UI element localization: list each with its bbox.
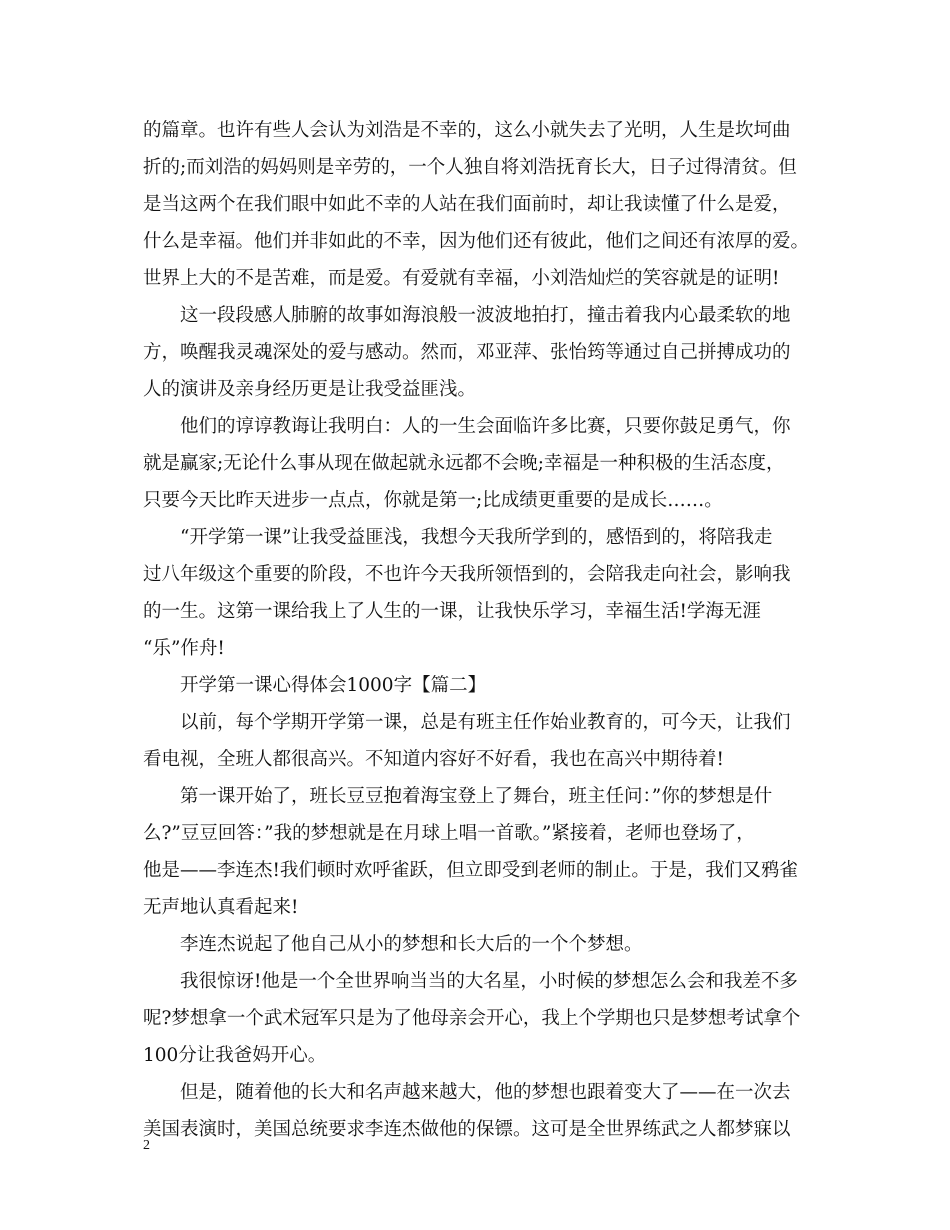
- text-line: 开学第一课心得体会1000字【篇二】: [180, 675, 487, 696]
- document-body: [143, 112, 823, 1148]
- text-line: 他是——李连杰!我们顿时欢呼雀跃，但立即受到老师的制止。于是，我们又鸦雀: [143, 860, 798, 881]
- text-line: 的篇章。也许有些人会认为刘浩是不幸的，这么小就失去了光明，人生是坎坷曲: [143, 120, 791, 141]
- text-line: 但是，随着他的长大和名声越来越大，他的梦想也跟着变大了——在一次去: [180, 1082, 791, 1103]
- text-line: 什么是幸福。他们并非如此的不幸，因为他们还有彼此，他们之间还有浓厚的爱。: [143, 231, 810, 252]
- text-line: 他们的谆谆教诲让我明白：人的一生会面临许多比赛，只要你鼓足勇气，你: [180, 416, 791, 437]
- text-line: 方，唤醒我灵魂深处的爱与感动。然而，邓亚萍、张怡筠等通过自己拼搏成功的: [143, 342, 791, 363]
- text-line: “开学第一课”让我受益匪浅，我想今天我所学到的，感悟到的，将陪我走: [180, 527, 773, 548]
- text-line: 李连杰说起了他自己从小的梦想和长大后的一个个梦想。: [180, 934, 643, 955]
- text-line: “乐”作舟!: [143, 638, 225, 659]
- text-line: 以前，每个学期开学第一课，总是有班主任作始业教育的，可今天，让我们: [180, 712, 791, 733]
- text-line: 是当这两个在我们眼中如此不幸的人站在我们面前时，却让我读懂了什么是爱，: [143, 194, 791, 215]
- text-line: 第一课开始了，班长豆豆抱着海宝登上了舞台，班主任问：”你的梦想是什: [180, 786, 773, 807]
- page-number: 2: [143, 1138, 150, 1153]
- text-line: 么?”豆豆回答：”我的梦想就是在月球上唱一首歌。”紧接着，老师也登场了，: [143, 823, 755, 844]
- text-line: 无声地认真看起来!: [143, 897, 299, 918]
- text-line: 100分让我爸妈开心。: [143, 1045, 327, 1066]
- text-line: 就是赢家;无论什么事从现在做起就永远都不会晚;幸福是一种积极的生活态度，: [143, 453, 785, 474]
- text-line: 我很惊讶!他是一个全世界响当当的大名星，小时候的梦想怎么会和我差不多: [180, 971, 798, 992]
- text-line: 这一段段感人肺腑的故事如海浪般一波波地拍打，撞击着我内心最柔软的地: [180, 305, 791, 326]
- text-line: 折的;而刘浩的妈妈则是辛劳的，一个人独自将刘浩抚育长大，日子过得清贫。但: [143, 157, 797, 178]
- text-line: 只要今天比昨天进步一点点，你就是第一;比成绩更重要的是成长……。: [143, 490, 723, 511]
- text-line: 美国表演时，美国总统要求李连杰做他的保镖。这可是全世界练武之人都梦寐以: [143, 1119, 791, 1140]
- text-line: 的一生。这第一课给我上了人生的一课，让我快乐学习，幸福生活!学海无涯: [143, 601, 761, 622]
- text-line: 人的演讲及亲身经历更是让我受益匪浅。: [143, 379, 477, 400]
- text-line: 世界上大的不是苦难，而是爱。有爱就有幸福，小刘浩灿烂的笑容就是的证明!: [143, 268, 780, 289]
- text-line: 看电视，全班人都很高兴。不知道内容好不好看，我也在高兴中期待着!: [143, 749, 724, 770]
- text-line: 过八年级这个重要的阶段，不也许今天我所领悟到的，会陪我走向社会，影响我: [143, 564, 791, 585]
- text-line: 呢?梦想拿一个武术冠军只是为了他母亲会开心，我上个学期也只是梦想考试拿个: [143, 1008, 801, 1029]
